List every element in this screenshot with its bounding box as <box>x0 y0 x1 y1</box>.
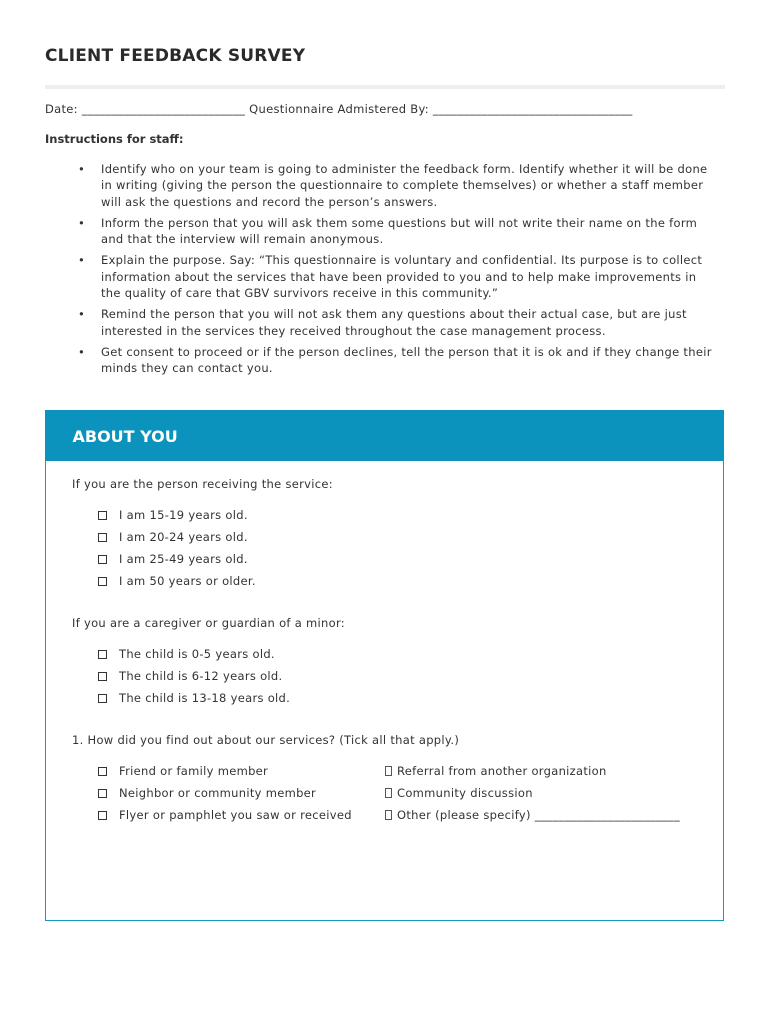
source-option[interactable] <box>98 764 268 778</box>
checkbox-icon[interactable] <box>98 533 107 542</box>
checkbox-icon[interactable] <box>98 694 107 703</box>
checkbox-icon[interactable] <box>98 650 107 659</box>
instructions-heading: Instructions for staff: <box>45 132 184 146</box>
option-label: I am 15-19 years old. <box>119 508 248 522</box>
source-option[interactable] <box>98 786 316 800</box>
option-label: Flyer or pamphlet you saw or received <box>119 808 352 822</box>
checkbox-icon[interactable] <box>98 789 107 798</box>
child-option[interactable] <box>98 647 275 661</box>
source-option-other[interactable] <box>385 808 680 822</box>
checkbox-icon[interactable] <box>98 577 107 586</box>
instruction-text: Remind the person that you will not ask them any questions about their actual case, but are just interested in the services they received throughout the case management process. <box>101 307 687 338</box>
child-option[interactable] <box>98 669 283 683</box>
date-field[interactable]: ___________________________ <box>81 102 246 116</box>
source-option[interactable] <box>385 764 607 778</box>
section-title: ABOUT YOU <box>72 426 178 446</box>
checkbox-icon[interactable] <box>98 672 107 681</box>
option-label: The child is 6-12 years old. <box>119 669 283 683</box>
caregiver-label: If you are a caregiver or guardian of a minor: <box>72 616 345 630</box>
checkbox-icon[interactable] <box>98 767 107 776</box>
checkbox-icon[interactable] <box>98 555 107 564</box>
admin-field[interactable]: _________________________________ <box>432 102 633 116</box>
option-label: I am 25-49 years old. <box>119 552 248 566</box>
checkbox-icon[interactable] <box>98 511 107 520</box>
question-1: 1. How did you find out about our services? (Tick all that apply.) <box>72 733 460 747</box>
bullet-icon: • <box>78 215 86 230</box>
section-header <box>45 410 724 461</box>
age-option[interactable] <box>98 530 248 544</box>
bullet-icon: • <box>78 253 86 268</box>
divider <box>45 85 725 89</box>
option-label: Other (please specify) ________________________ <box>397 808 680 822</box>
date-admin-line <box>45 102 633 116</box>
checkbox-icon[interactable] <box>385 788 392 798</box>
option-label: I am 50 years or older. <box>119 574 256 588</box>
list-item <box>78 252 718 301</box>
list-item <box>78 306 718 339</box>
checkbox-icon[interactable] <box>385 766 392 776</box>
receiving-label: If you are the person receiving the service: <box>72 477 333 491</box>
about-you-section <box>45 410 724 921</box>
bullet-icon: • <box>78 307 86 322</box>
checkbox-icon[interactable] <box>385 810 392 820</box>
option-label: Friend or family member <box>119 764 269 778</box>
source-option[interactable] <box>98 808 352 822</box>
option-label: The child is 0-5 years old. <box>119 647 275 661</box>
page-title: CLIENT FEEDBACK SURVEY <box>45 46 306 66</box>
date-label: Date: <box>45 102 78 116</box>
list-item <box>78 344 718 377</box>
source-option[interactable] <box>385 786 533 800</box>
age-option[interactable] <box>98 574 256 588</box>
age-option[interactable] <box>98 508 248 522</box>
option-label: The child is 13-18 years old. <box>119 691 291 705</box>
instruction-text: Get consent to proceed or if the person declines, tell the person that it is ok and if they change their minds they can contact you. <box>101 344 712 376</box>
instructions-list <box>78 161 718 382</box>
instruction-text: Inform the person that you will ask them some questions but will not write their name on the form and that the interview will remain anonymous. <box>101 215 698 247</box>
option-label: I am 20-24 years old. <box>119 530 248 544</box>
option-label: Neighbor or community member <box>119 786 317 800</box>
list-item <box>78 161 718 210</box>
instruction-text: Identify who on your team is going to administer the feedback form. Identify whether it will be done in writing (giving the person the questionnaire to complete themselves) or whether a staff member will ask the questions and record the person’s answers. <box>101 162 708 209</box>
checkbox-icon[interactable] <box>98 811 107 820</box>
option-label: Community discussion <box>397 786 533 800</box>
option-label: Referral from another organization <box>397 764 607 778</box>
list-item <box>78 215 718 248</box>
instruction-text: Explain the purpose. Say: “This questionnaire is voluntary and confidential. Its purpose is to collect information about the services that have been provided to you and to help make improvements in the quality of care that GBV survivors receive in this community.” <box>101 253 703 301</box>
bullet-icon: • <box>78 344 86 359</box>
child-option[interactable] <box>98 691 290 705</box>
age-option[interactable] <box>98 552 248 566</box>
bullet-icon: • <box>78 162 86 176</box>
admin-label: Questionnaire Admistered By: <box>249 102 429 116</box>
